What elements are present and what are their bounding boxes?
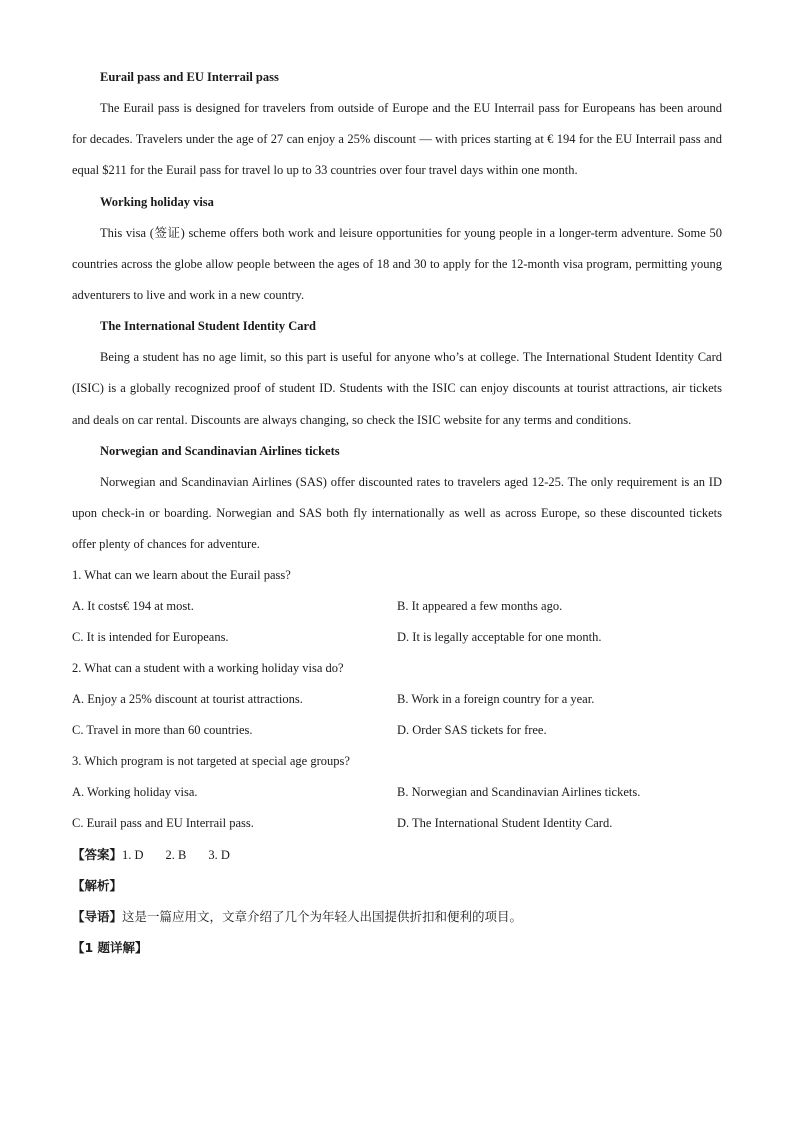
guide-text: 这是一篇应用文，文章介绍了几个为年轻人出国提供折扣和便利的项目。 <box>122 909 523 925</box>
section-body-isic: Being a student has no age limit, so this part is useful for anyone who’s at college. The International Student Identity Card (ISIC) is a globally recognized proof of student ID. Students with the ISIC can enjoy discounts at tourist attractions, air tickets and deals on car rental. Discounts are always changing, so check the ISIC website for any terms and conditions. <box>72 350 722 427</box>
question-2-option-d: D. Order SAS tickets for free. <box>397 723 547 738</box>
section-heading-working-holiday-visa: Working holiday visa <box>100 194 214 209</box>
question-1-options <box>72 591 722 653</box>
question-3-stem: 3. Which program is not targeted at special age groups? <box>72 754 350 769</box>
question-3-option-a: A. Working holiday visa. <box>72 785 198 800</box>
question-1-option-d: D. It is legally acceptable for one month. <box>397 630 602 645</box>
answer-item-2: 2. B <box>165 848 187 863</box>
question-3-option-c: C. Eurail pass and EU Interrail pass. <box>72 816 254 831</box>
section-heading-eurail: Eurail pass and EU Interrail pass <box>100 70 279 84</box>
question-2-option-b: B. Work in a foreign country for a year. <box>397 692 595 707</box>
document-page <box>72 62 722 963</box>
section-body-working-holiday-visa: This visa (签证) scheme offers both work and leisure opportunities for young people in a longer-term adventure. Some 50 countries across the globe allow people between the ages of 18 and 30 to apply for the 12-month visa program, permitting young adventurers to live and work in a new country. <box>72 225 722 303</box>
question-2-options <box>72 684 722 746</box>
answer-row <box>72 839 722 870</box>
section-body-sas: Norwegian and Scandinavian Airlines (SAS) offer discounted rates to travelers aged 12-25. The only requirement is an ID upon check-in or boarding. Norwegian and SAS both fly internationally as well as across Europe, so these discounted tickets offer plenty of chances for adventure. <box>72 474 722 552</box>
analysis-label: 【解析】 <box>72 878 123 894</box>
question-2-option-c: C. Travel in more than 60 countries. <box>72 723 253 738</box>
answer-label: 【答案】 <box>72 847 123 863</box>
detail-label: 【1 题详解】 <box>72 940 148 956</box>
answer-item-3: 3. D <box>208 848 230 863</box>
question-1-option-b: B. It appeared a few months ago. <box>397 599 563 614</box>
section-body-eurail: The Eurail pass is designed for travelers from outside of Europe and the EU Interrail pass for Europeans has been around for decades. Travelers under the age of 27 can enjoy a 25% discount — with prices starting at € 194 for the EU Interrail pass and equal $211 for the Eurail pass for travel lo up to 33 countries over four travel days within one month. <box>72 101 722 178</box>
answer-item-1: 1. D <box>122 848 144 863</box>
question-3-options <box>72 777 722 839</box>
section-heading-sas: Norwegian and Scandinavian Airlines tickets <box>100 443 340 458</box>
question-3-option-b: B. Norwegian and Scandinavian Airlines tickets. <box>397 785 641 800</box>
guide-label: 【导语】 <box>72 909 123 925</box>
analysis-row <box>72 870 722 901</box>
question-1-stem: 1. What can we learn about the Eurail pass? <box>72 568 291 583</box>
question-1-option-c: C. It is intended for Europeans. <box>72 630 229 645</box>
section-heading-isic: The International Student Identity Card <box>100 319 316 334</box>
question-2-stem: 2. What can a student with a working holiday visa do? <box>72 661 344 676</box>
question-3-option-d: D. The International Student Identity Card. <box>397 816 613 831</box>
question-2-option-a: A. Enjoy a 25% discount at tourist attractions. <box>72 692 303 707</box>
guide-row <box>72 901 722 932</box>
detail-row <box>72 932 722 963</box>
question-1-option-a: A. It costs€ 194 at most. <box>72 599 194 614</box>
